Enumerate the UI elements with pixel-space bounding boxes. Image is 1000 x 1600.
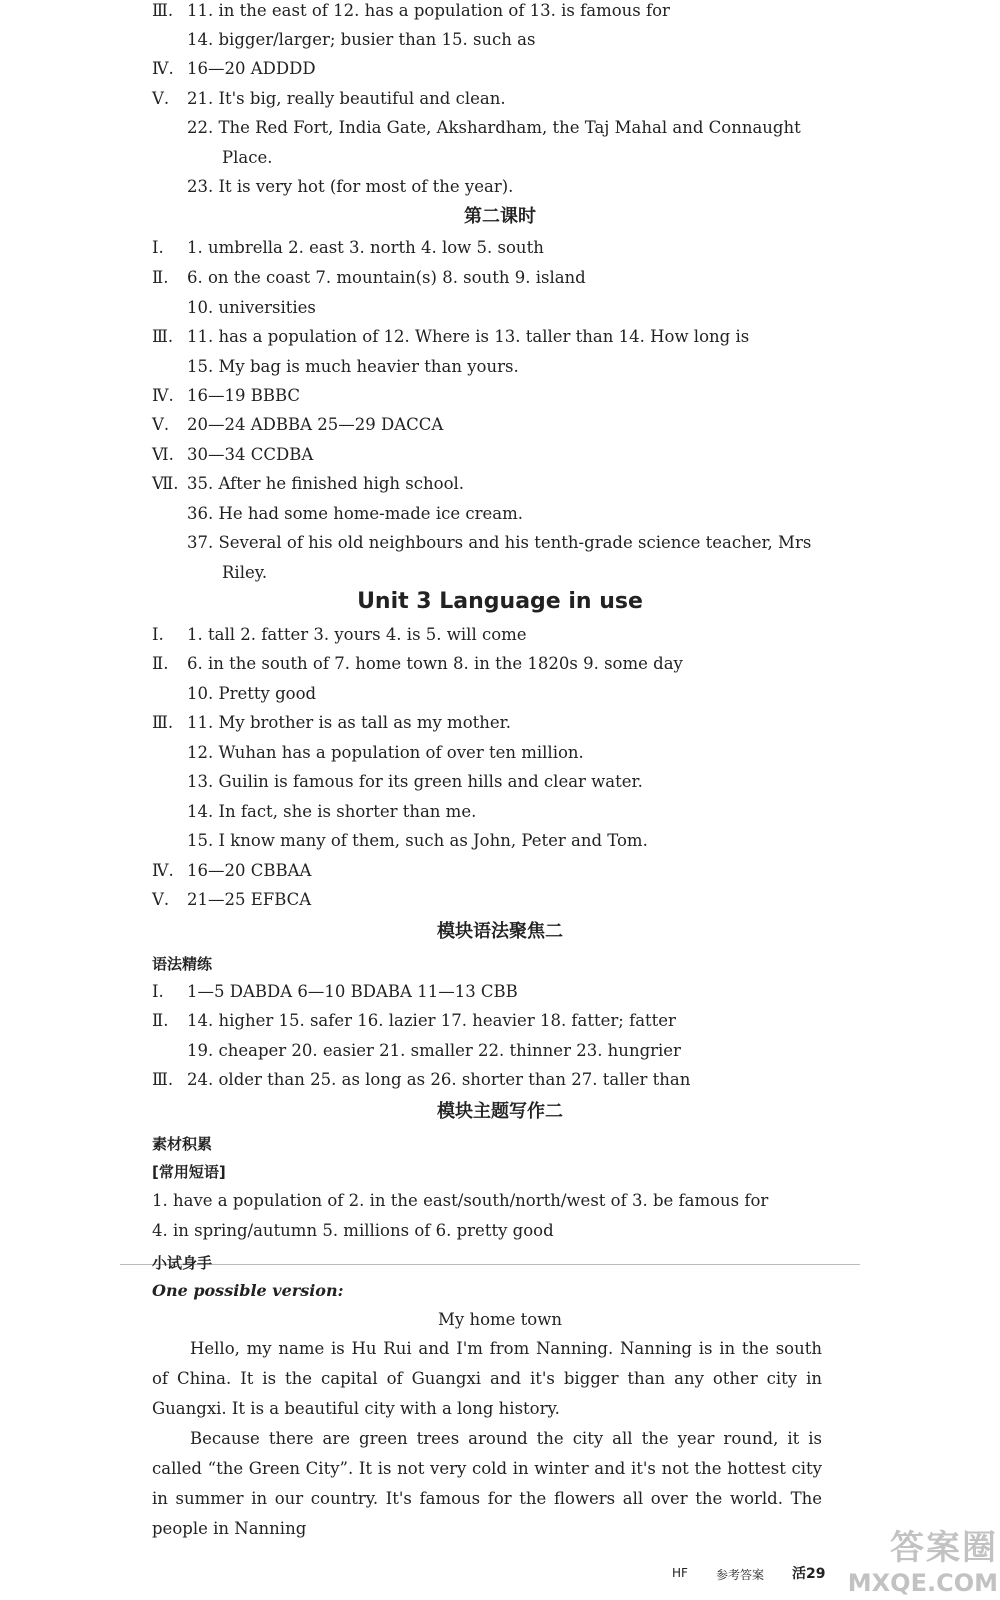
section-title: 模块主题写作二 [437,1101,563,1122]
divider [120,1264,860,1265]
version-label: One possible version: [152,1281,344,1300]
footer-label: 参考答案 [716,1568,765,1582]
watermark-logo [808,1520,998,1600]
section-title: 第二课时 [464,206,536,227]
subsection-title: 素材积累 [152,1135,213,1153]
essay-paragraph: Hello, my name is Hu Rui and I'm from Nanning. Nanning is in the south of China. It is the capital of Guangxi and it's bigger than any other city in Guangxi. It is a beautiful city with a long history. [152,1339,822,1418]
section-title: Unit 3 Language in use [357,589,643,614]
subsection-title: [常用短语] [152,1163,226,1181]
subsection-title: 语法精练 [152,955,213,973]
watermark-text: 答案圈 [890,1528,998,1568]
watermark-url: MXQE.COM [847,1569,998,1597]
footer-code: HF [672,1566,688,1580]
essay-paragraph: Because there are green trees around the city all the year round, it is called “the Green City”. It is not very cold in winter and it's not the hottest city in summer in our country. It's famous for the flowers all over the world. The people in Nanning [152,1429,822,1538]
subsection-title: 小试身手 [152,1254,213,1272]
essay-title: My home town [438,1310,562,1329]
section-title: 模块语法聚焦二 [437,921,563,942]
page-number: 活29 [792,1566,826,1582]
